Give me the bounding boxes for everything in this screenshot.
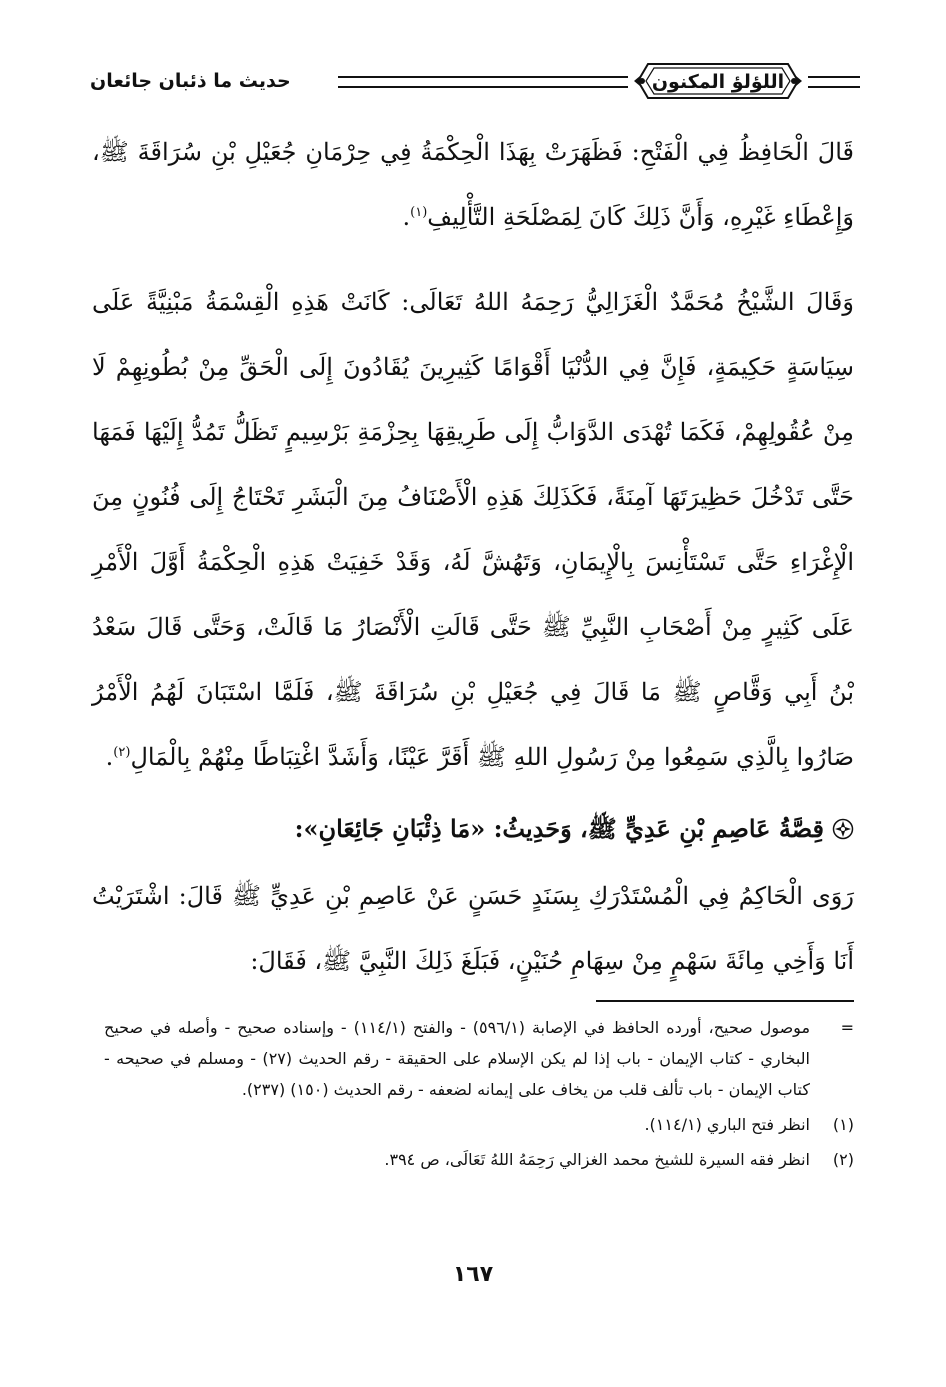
- footnote-2: [104, 1144, 854, 1175]
- section-title: حديث ما ذئبان جائعان: [90, 70, 291, 92]
- paragraph-1: [92, 120, 854, 250]
- footnote-1: [104, 1109, 854, 1140]
- footnotes: [104, 1012, 854, 1175]
- footnote-marker: (٢): [832, 1150, 854, 1169]
- footnote-marker: (١): [832, 1115, 854, 1134]
- footnote-text: انظر فقه السيرة للشيخ محمد الغزالي رَحِمَهُ اللهُ تَعَالَى، ص ٣٩٤.: [384, 1150, 810, 1169]
- paragraph-2-text: وَقَالَ الشَّيْخُ مُحَمَّدٌ الْغَزَالِيُّ رَحِمَهُ اللهُ تَعَالَى: كَانَتْ هَذِهِ الْقِسْمَةُ مَبْنِيَّةً عَلَى سِيَاسَةٍ حَكِيمَةٍ، فَإِنَّ فِي الدُّنْيَا أَقْوَامًا كَثِيرِينَ يُقَادُونَ إِلَى الْحَقِّ مِنْ بُطُونِهِمْ لَا مِنْ عُقُولِهِمْ، فَكَمَا تُهْدَى الدَّوَابُّ إِلَى طَرِيقِهَا بِحِزْمَةِ بَرْسِيمٍ تَظَلُّ تَمُدُّ إِلَيْهَا فَمَهَا حَتَّى تَدْخُلَ حَظِيرَتَهَا آمِنَةً، فَكَذَلِكَ هَذِهِ الْأَصْنَافُ مِنَ الْبَشَرِ تَحْتَاجُ إِلَى فُنُونٍ مِنَ الْإِغْرَاءِ حَتَّى تَسْتَأْنِسَ بِالْإِيمَانِ، وَتَهُشَّ لَهُ، وَقَدْ خَفِيَتْ هَذِهِ الْحِكْمَةُ أَوَّلَ الْأَمْرِ عَلَى كَثِيرٍ مِنْ أَصْحَابِ النَّبِيِّ ﷺ حَتَّى قَالَتِ الْأَنْصَارُ مَا قَالَتْ، وَحَتَّى قَالَ سَعْدُ بْنُ أَبِي وَقَّاصٍ ﷺ مَا قَالَ فِي جُعَيْلِ بْنِ سُرَاقَةَ ﷺ، فَلَمَّا اسْتَبَانَ لَهُمُ الْأَمْرُ صَارُوا بِالَّذِي سَمِعُوا مِنْ رَسُولِ اللهِ ﷺ أَقَرَّ عَيْنًا، وَأَشَدَّ اغْتِبَاطًا مِنْهُمْ بِالْمَالِ: [92, 288, 855, 771]
- section-heading: [92, 804, 854, 854]
- header-rule-right: [808, 76, 860, 88]
- footnote-separator: [596, 1000, 854, 1002]
- paragraph-2-end: .: [105, 743, 114, 771]
- paragraph-3: رَوَى الْحَاكِمُ فِي الْمُسْتَدْرَكِ بِسَنَدٍ حَسَنٍ عَنْ عَاصِمِ بْنِ عَدِيٍّ ﷺ قَالَ: اشْتَرَيْتُ أَنَا وَأَخِي مِائَةَ سَهْمٍ مِنْ سِهَامِ حُنَيْنٍ، فَبَلَغَ ذَلِكَ النَّبِيَّ ﷺ، فَقَالَ:: [92, 882, 854, 975]
- book-title: اللؤلؤ المكنون: [651, 71, 785, 93]
- paragraph-1-end: .: [402, 203, 411, 231]
- footnote-ref-2: (٢): [113, 745, 131, 760]
- paragraph-1-text: قَالَ الْحَافِظُ فِي الْفَتْحِ: فَظَهَرَتْ بِهَذَا الْحِكْمَةُ فِي حِرْمَانِ جُعَيْلِ بْنِ سُرَاقَةَ ﷺ، وَإِعْطَاءِ غَيْرِهِ، وَأَنَّ ذَلِكَ كَانَ لِمَصْلَحَةِ التَّأْلِيفِ: [92, 138, 854, 231]
- footnote-continued: [104, 1012, 854, 1105]
- header-book-cartouche: [634, 58, 802, 104]
- section-heading-text: قِصَّةُ عَاصِمِ بْنِ عَدِيٍّ ﷺ، وَحَدِيثُ: «مَا ذِئْبَانِ جَائِعَانِ»:: [294, 814, 824, 843]
- header-rule-left: [338, 76, 628, 88]
- footnote-text: موصول صحيح، أورده الحافظ في الإصابة (٥٩٦/١) - والفتح (١١٤/١) - وإسناده صحيح - وأصله في صحيح البخاري - كتاب الإيمان - باب إذا لم يكن الإسلام على الحقيقة - رقم الحديث (٢٧) - ومسلم في صحيحه - كتاب الإيمان - باب تألف قلب من يخاف على إيمانه لضعفه - رقم الحديث (١٥٠) (٢٣٧).: [104, 1018, 811, 1099]
- flower-ornament-icon: [832, 818, 854, 840]
- footnote-text: انظر فتح الباري (١١٤/١).: [644, 1115, 810, 1134]
- page-number: ١٦٧: [452, 1262, 494, 1287]
- main-text: [92, 120, 854, 994]
- paragraph-2: [92, 270, 854, 790]
- footnote-ref-1: (١): [410, 205, 428, 220]
- footnote-marker: =: [840, 1018, 854, 1037]
- running-header: [90, 52, 860, 112]
